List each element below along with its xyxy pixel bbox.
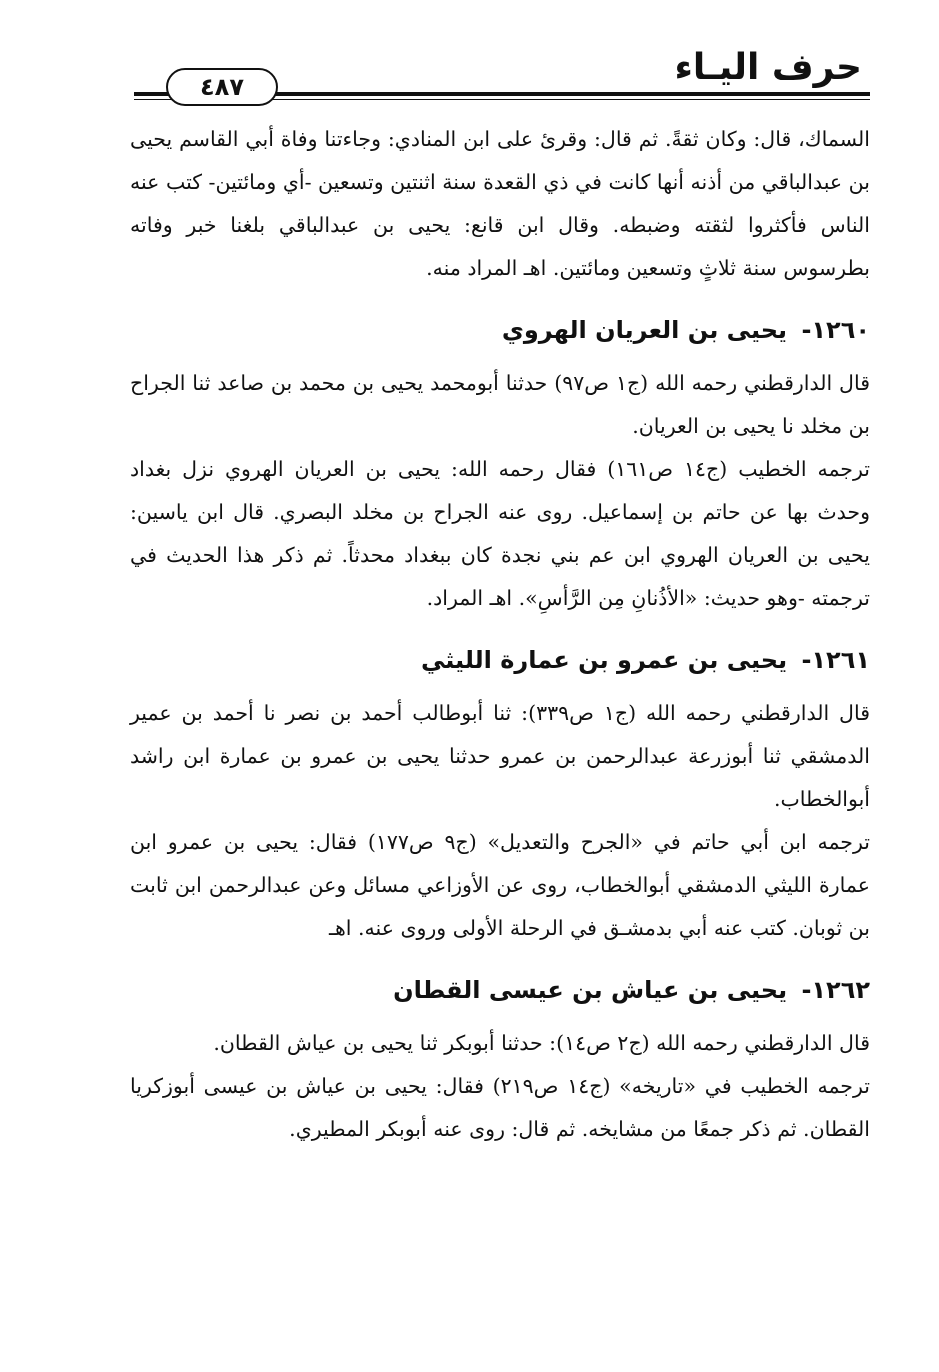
entry-name: يحيى بن عياش بن عيسى القطان [393, 976, 788, 1004]
entry-number: ١٢٦٢- [801, 976, 870, 1004]
entry-heading [130, 304, 870, 356]
entry-paragraph: ترجمه ابن أبي حاتم في «الجرح والتعديل» (ج٩ ص١٧٧) فقال: يحيى بن عمرو ابن عمارة الليثي الدمشقي أبوالخطاب، روى عن الأوزاعي مسائل وعن عبدالرحمن ابن ثابت بن ثوبان. كتب عنه أبي بدمشـق في الرحلة الأولى وروى عنه. اهـ [130, 830, 870, 940]
entry-paragraph: قال الدارقطني رحمه الله (ج٢ ص١٤): حدثنا أبوبكر ثنا يحيى بن عياش القطان. [213, 1031, 870, 1055]
entry-number: ١٢٦١- [801, 646, 870, 674]
chapter-title: حرف اليـاء [674, 47, 862, 88]
entry-1260 [130, 304, 870, 620]
entry-heading [130, 964, 870, 1016]
page-header [132, 44, 870, 106]
page-number: ٤٨٧ [200, 73, 244, 101]
entry-name: يحيى بن العريان الهروي [501, 316, 788, 344]
intro-paragraph: السماك، قال: وكان ثقةً. ثم قال: وقرئ على ابن المنادي: وجاءتنا وفاة أبي القاسم يحيى بن عبدالباقي من أذنه أنها كانت في ذي القعدة سنة اثنتين وتسعين -أي ومائتين- كتب عنه الناس فأكثروا لثقته وضبطه. وقال ابن قانع: يحيى بن عبدالباقي بلغنا خبر وفاته بطرسوس سنة ثلاثٍ وتسعين ومائتين. اهـ المراد منه. [130, 127, 870, 280]
entry-paragraph: قال الدارقطني رحمه الله (ج١ ص٩٧) حدثنا أبومحمد يحيى بن محمد بن صاعد ثنا الجراح بن مخلد نا يحيى بن العريان. [130, 371, 870, 438]
entry-paragraph: قال الدارقطني رحمه الله (ج١ ص٣٣٩): ثنا أبوطالب أحمد بن نصر نا أحمد بن عمير الدمشقي ثنا أبوزرعة عبدالرحمن بن عمرو حدثنا يحيى بن عمرو بن عمارة ابن راشد أبوالخطاب. [130, 701, 870, 811]
page-number-badge [166, 68, 278, 106]
entry-number: ١٢٦٠- [801, 316, 870, 344]
entry-paragraph: ترجمه الخطيب (ج١٤ ص١٦١) فقال رحمه الله: يحيى بن العريان الهروي نزل بغداد وحدث بها عن حاتم بن إسماعيل. روى عنه الجراح بن مخلد البصري. قال ابن ياسين: يحيى بن العريان الهروي ابن عم بني نجدة كان ببغداد محدثاً. ثم ذكر هذا الحديث في ترجمته -وهو حديث: «الأذُنانِ مِن الرَّأسِ». اهـ المراد. [130, 457, 870, 610]
entry-paragraph: ترجمه الخطيب في «تاريخه» (ج١٤ ص٢١٩) فقال: يحيى بن عياش بن عيسى أبوزكريا القطان. ثم ذكر جمعًا من مشايخه. ثم قال: روى عنه أبوبكر المطيري. [130, 1074, 870, 1141]
page-content [130, 118, 870, 1151]
entry-1261 [130, 634, 870, 950]
entry-name: يحيى بن عمرو بن عمارة الليثي [420, 646, 788, 674]
entry-1262 [130, 964, 870, 1151]
entry-heading [130, 634, 870, 686]
